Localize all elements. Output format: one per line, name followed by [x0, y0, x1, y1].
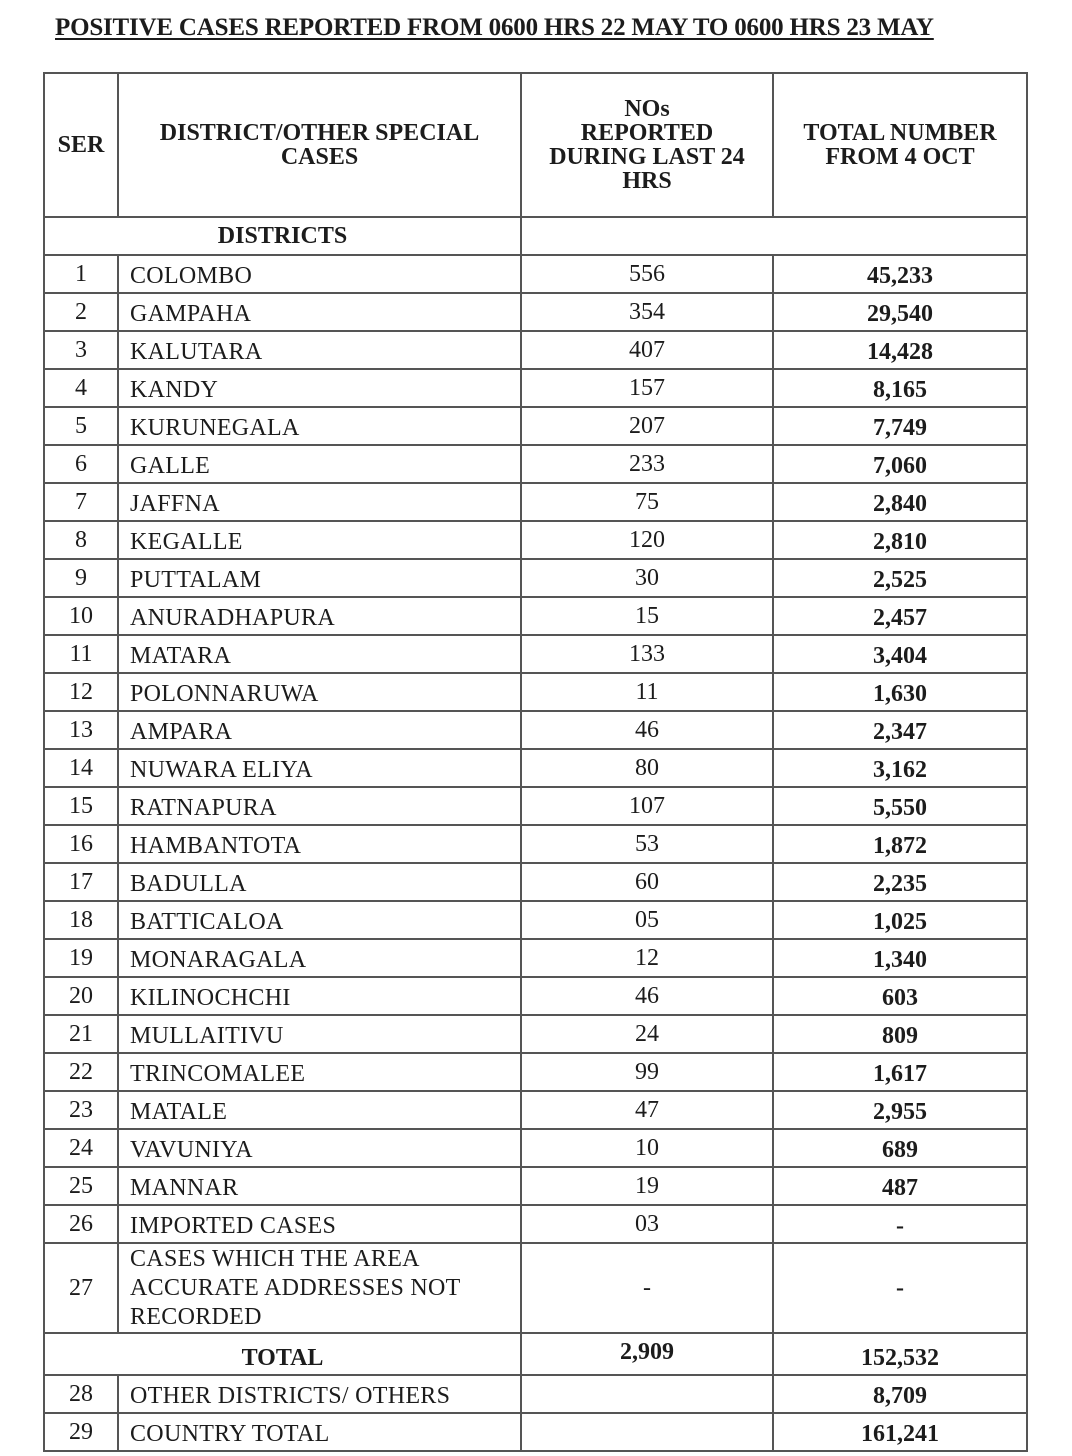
row-name: POLONNARUWA — [118, 673, 521, 711]
row-last-24: 107 — [521, 787, 773, 825]
row-total: 2,810 — [773, 521, 1027, 559]
row-total: 3,162 — [773, 749, 1027, 787]
row-total: 2,525 — [773, 559, 1027, 597]
table-row — [44, 559, 1027, 597]
table-row — [44, 901, 1027, 939]
row-ser: 12 — [44, 673, 118, 711]
cases-table — [43, 72, 1028, 1452]
row-last-24: 556 — [521, 255, 773, 293]
row-total: 14,428 — [773, 331, 1027, 369]
row-total: 2,840 — [773, 483, 1027, 521]
row-last-24: 11 — [521, 673, 773, 711]
row-ser: 26 — [44, 1205, 118, 1243]
row-last-24: 80 — [521, 749, 773, 787]
header-ser: SER — [44, 73, 118, 217]
total-value: 152,532 — [773, 1333, 1027, 1375]
table-row — [44, 369, 1027, 407]
row-last-24: 233 — [521, 445, 773, 483]
row-total: - — [773, 1205, 1027, 1243]
row-name: TRINCOMALEE — [118, 1053, 521, 1091]
row-last-24: 12 — [521, 939, 773, 977]
row-name: AMPARA — [118, 711, 521, 749]
table-row — [44, 407, 1027, 445]
row-total: 1,340 — [773, 939, 1027, 977]
row-ser: 2 — [44, 293, 118, 331]
row-name: HAMBANTOTA — [118, 825, 521, 863]
row-name: MATARA — [118, 635, 521, 673]
row-total: 3,404 — [773, 635, 1027, 673]
row-last-24: 75 — [521, 483, 773, 521]
section-label: DISTRICTS — [44, 217, 521, 255]
row-name: RATNAPURA — [118, 787, 521, 825]
row-total: 29,540 — [773, 293, 1027, 331]
row-name: KALUTARA — [118, 331, 521, 369]
row-total: 45,233 — [773, 255, 1027, 293]
row-total: 809 — [773, 1015, 1027, 1053]
row-last-24: 03 — [521, 1205, 773, 1243]
row-last-24: 120 — [521, 521, 773, 559]
row-ser: 29 — [44, 1413, 118, 1451]
row-last-24: 53 — [521, 825, 773, 863]
row-last-24: - — [521, 1243, 773, 1333]
table-row — [44, 673, 1027, 711]
row-last-24: 05 — [521, 901, 773, 939]
row-name: GALLE — [118, 445, 521, 483]
page-title: POSITIVE CASES REPORTED FROM 0600 HRS 22 MAY TO 0600 HRS 23 MAY — [55, 14, 934, 41]
table-row — [44, 483, 1027, 521]
row-name: CASES WHICH THE AREA ACCURATE ADDRESSES NOT RECORDED — [118, 1243, 521, 1333]
row-total: 2,235 — [773, 863, 1027, 901]
table-row — [44, 445, 1027, 483]
row-total: 8,165 — [773, 369, 1027, 407]
row-last-24: 47 — [521, 1091, 773, 1129]
row-ser: 4 — [44, 369, 118, 407]
row-total: 603 — [773, 977, 1027, 1015]
row-name: BATTICALOA — [118, 901, 521, 939]
row-name: KILINOCHCHI — [118, 977, 521, 1015]
row-total: 487 — [773, 1167, 1027, 1205]
row-last-24: 19 — [521, 1167, 773, 1205]
row-last-24 — [521, 1413, 773, 1451]
row-last-24: 10 — [521, 1129, 773, 1167]
row-name: MANNAR — [118, 1167, 521, 1205]
table-row — [44, 749, 1027, 787]
row-total: 161,241 — [773, 1413, 1027, 1451]
table-row — [44, 597, 1027, 635]
table-row — [44, 1167, 1027, 1205]
row-ser: 3 — [44, 331, 118, 369]
row-total: 1,025 — [773, 901, 1027, 939]
row-total: 689 — [773, 1129, 1027, 1167]
row-ser: 28 — [44, 1375, 118, 1413]
row-ser: 21 — [44, 1015, 118, 1053]
row-total: 2,347 — [773, 711, 1027, 749]
table-row — [44, 255, 1027, 293]
table-row — [44, 1129, 1027, 1167]
table-row — [44, 711, 1027, 749]
table-row — [44, 635, 1027, 673]
row-ser: 22 — [44, 1053, 118, 1091]
row-name: NUWARA ELIYA — [118, 749, 521, 787]
table-row — [44, 1413, 1027, 1451]
row-ser: 24 — [44, 1129, 118, 1167]
row-name: JAFFNA — [118, 483, 521, 521]
row-name: KURUNEGALA — [118, 407, 521, 445]
row-total: - — [773, 1243, 1027, 1333]
row-last-24: 46 — [521, 711, 773, 749]
row-name: MATALE — [118, 1091, 521, 1129]
row-ser: 27 — [44, 1243, 118, 1333]
row-last-24: 157 — [521, 369, 773, 407]
row-ser: 6 — [44, 445, 118, 483]
row-ser: 19 — [44, 939, 118, 977]
row-name: OTHER DISTRICTS/ OTHERS — [118, 1375, 521, 1413]
row-last-24: 24 — [521, 1015, 773, 1053]
row-name: MULLAITIVU — [118, 1015, 521, 1053]
row-total: 5,550 — [773, 787, 1027, 825]
row-last-24: 407 — [521, 331, 773, 369]
row-ser: 10 — [44, 597, 118, 635]
row-last-24: 354 — [521, 293, 773, 331]
table-row — [44, 331, 1027, 369]
row-last-24: 60 — [521, 863, 773, 901]
row-ser: 13 — [44, 711, 118, 749]
table-row — [44, 825, 1027, 863]
row-ser: 1 — [44, 255, 118, 293]
header-reported-last-24: NOs REPORTED DURING LAST 24 HRS — [521, 73, 773, 217]
table-row — [44, 1205, 1027, 1243]
row-total: 1,872 — [773, 825, 1027, 863]
table-row — [44, 787, 1027, 825]
row-name: BADULLA — [118, 863, 521, 901]
total-last-24: 2,909 — [521, 1333, 773, 1375]
row-ser: 11 — [44, 635, 118, 673]
row-total: 1,630 — [773, 673, 1027, 711]
row-last-24: 30 — [521, 559, 773, 597]
header-district: DISTRICT/OTHER SPECIAL CASES — [118, 73, 521, 217]
row-ser: 9 — [44, 559, 118, 597]
table-row — [44, 1015, 1027, 1053]
row-name: MONARAGALA — [118, 939, 521, 977]
row-total: 1,617 — [773, 1053, 1027, 1091]
row-ser: 15 — [44, 787, 118, 825]
row-name: COLOMBO — [118, 255, 521, 293]
table-row — [44, 1243, 1027, 1333]
table-row — [44, 863, 1027, 901]
header-total-from-4-oct: TOTAL NUMBER FROM 4 OCT — [773, 73, 1027, 217]
row-ser: 16 — [44, 825, 118, 863]
table-row — [44, 1053, 1027, 1091]
row-name: IMPORTED CASES — [118, 1205, 521, 1243]
row-ser: 5 — [44, 407, 118, 445]
row-ser: 20 — [44, 977, 118, 1015]
row-ser: 25 — [44, 1167, 118, 1205]
row-name: PUTTALAM — [118, 559, 521, 597]
total-row — [44, 1333, 1027, 1375]
row-total: 2,457 — [773, 597, 1027, 635]
row-last-24: 46 — [521, 977, 773, 1015]
row-ser: 18 — [44, 901, 118, 939]
table-row — [44, 977, 1027, 1015]
row-ser: 23 — [44, 1091, 118, 1129]
table-row — [44, 293, 1027, 331]
row-name: VAVUNIYA — [118, 1129, 521, 1167]
total-label: TOTAL — [44, 1333, 521, 1375]
table-row — [44, 521, 1027, 559]
header-row — [44, 73, 1027, 217]
row-total: 7,060 — [773, 445, 1027, 483]
table-row — [44, 1375, 1027, 1413]
row-total: 2,955 — [773, 1091, 1027, 1129]
row-last-24: 99 — [521, 1053, 773, 1091]
row-total: 7,749 — [773, 407, 1027, 445]
row-ser: 17 — [44, 863, 118, 901]
row-name: KEGALLE — [118, 521, 521, 559]
row-last-24: 15 — [521, 597, 773, 635]
row-name: GAMPAHA — [118, 293, 521, 331]
table-row — [44, 1091, 1027, 1129]
table-row — [44, 939, 1027, 977]
section-row — [44, 217, 1027, 255]
row-name: COUNTRY TOTAL — [118, 1413, 521, 1451]
row-last-24: 207 — [521, 407, 773, 445]
row-ser: 14 — [44, 749, 118, 787]
row-ser: 7 — [44, 483, 118, 521]
row-name: KANDY — [118, 369, 521, 407]
row-name: ANURADHAPURA — [118, 597, 521, 635]
row-total: 8,709 — [773, 1375, 1027, 1413]
row-last-24: 133 — [521, 635, 773, 673]
row-last-24 — [521, 1375, 773, 1413]
row-ser: 8 — [44, 521, 118, 559]
